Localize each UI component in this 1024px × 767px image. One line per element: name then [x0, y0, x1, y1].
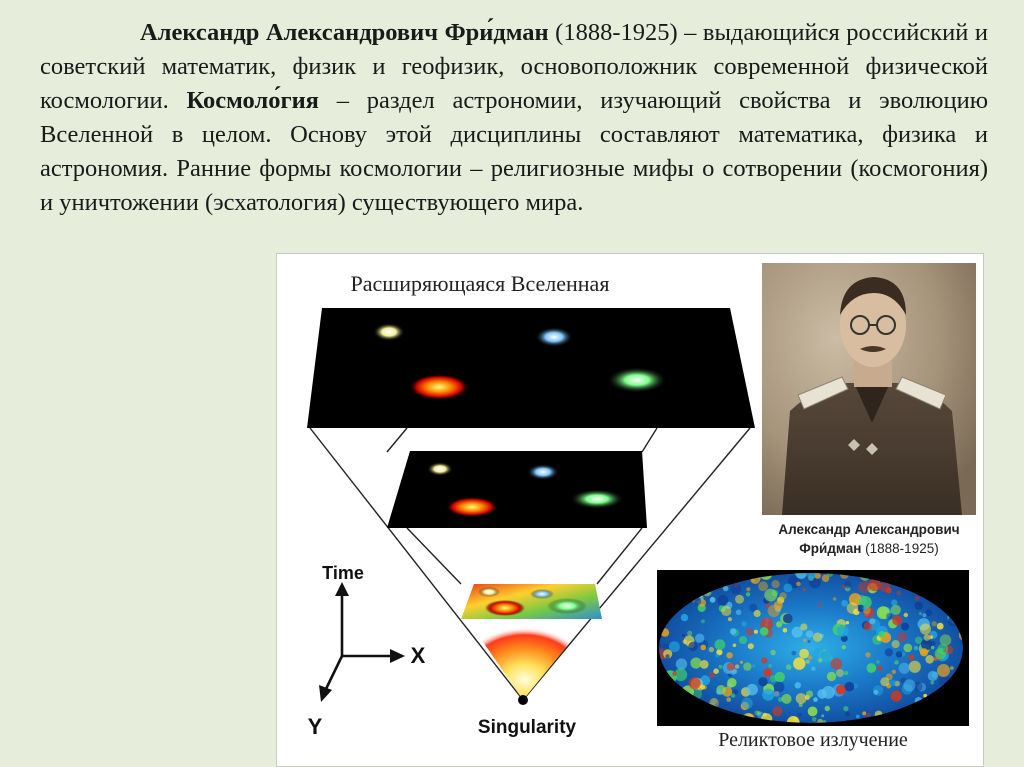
cmb-spot	[741, 698, 752, 709]
cmb-spot	[890, 680, 897, 687]
cmb-spot	[752, 664, 756, 668]
cmb-spot	[825, 706, 830, 711]
cmb-spot	[735, 595, 744, 604]
cmb-spot	[845, 712, 850, 717]
cmb-spot	[757, 711, 761, 715]
cmb-spot	[774, 601, 783, 610]
cmb-spot	[690, 658, 701, 669]
cmb-spot	[891, 599, 897, 605]
cmb-spot	[786, 664, 792, 670]
cmb-spot	[822, 574, 830, 582]
cmb-spot	[844, 671, 848, 675]
cmb-caption: Реликтовое излучение	[718, 729, 908, 751]
cmb-spot	[716, 689, 721, 694]
figure-panel	[276, 253, 984, 767]
cmb-spot	[950, 666, 954, 670]
axes-icon	[319, 582, 405, 702]
cmb-spot	[856, 715, 860, 719]
cmb-spot	[858, 581, 871, 594]
cmb-spot	[914, 646, 918, 650]
cmb-spot	[715, 639, 726, 650]
galaxy-icon	[527, 464, 559, 480]
cmb-spot	[894, 660, 898, 664]
cmb-spot	[672, 672, 677, 677]
cmb-spot	[770, 650, 776, 656]
portrait-caption-surname: Фри́дман	[799, 541, 862, 556]
big-bang-fireball	[472, 619, 577, 700]
cmb-spot	[754, 630, 758, 634]
cmb-spot	[928, 671, 938, 681]
cmb-spot	[713, 668, 719, 674]
cmb-spot	[818, 603, 822, 607]
cmb-spot	[873, 690, 878, 695]
cmb-spot	[761, 657, 767, 663]
cmb-spot	[779, 592, 786, 599]
cmb-spot	[931, 646, 935, 650]
cmb-spot	[836, 669, 844, 677]
cmb-spot	[718, 665, 722, 669]
cmb-spot	[783, 628, 788, 633]
cmb-spot	[710, 597, 716, 603]
cmb-spot	[800, 623, 807, 630]
cmb-spot	[721, 606, 731, 616]
cmb-spot	[701, 619, 705, 623]
cmb-spot	[773, 706, 783, 716]
cmb-spot	[803, 588, 806, 591]
cmb-spot	[841, 600, 848, 607]
cmb-spot	[932, 621, 937, 626]
cmb-spot	[866, 663, 876, 673]
cmb-spot	[740, 661, 743, 664]
cmb-spot	[806, 691, 813, 698]
cmb-spot	[845, 682, 855, 692]
cmb-spot	[831, 658, 843, 670]
cmb-spot	[687, 631, 692, 636]
cmb-spot	[726, 652, 732, 658]
cmb-spot	[763, 668, 772, 677]
cmb-spot	[796, 693, 807, 704]
cmb-spot	[665, 654, 669, 658]
cmb-spot	[709, 672, 715, 678]
diagram-title: Расширяющаяся Вселенная	[350, 271, 610, 296]
cmb-spot	[937, 623, 944, 630]
cmb-spot	[808, 640, 811, 643]
cmb-spot	[739, 636, 747, 644]
cmb-spot	[878, 631, 885, 638]
cmb-spot	[865, 652, 870, 657]
cmb-spot	[700, 645, 706, 651]
galaxy-icon	[446, 497, 498, 517]
axis-y-label: Y	[307, 714, 323, 739]
cmb-spot	[821, 714, 824, 717]
intro-paragraph	[40, 16, 988, 220]
cmb-spot	[783, 614, 793, 624]
cmb-spot	[919, 612, 922, 615]
cmb-spot	[813, 648, 824, 659]
cosmology-term: Космоло́гия	[186, 87, 319, 114]
cmb-spot	[808, 655, 812, 659]
cmb-spot	[837, 625, 849, 637]
portrait-caption-years: (1888-1925)	[865, 541, 939, 556]
cmb-spot	[920, 648, 928, 656]
cmb-spot	[931, 681, 935, 685]
cmb-spot	[770, 675, 777, 682]
cmb-spot	[783, 584, 792, 593]
cmb-map	[657, 570, 969, 726]
cmb-spot	[772, 580, 780, 588]
cmb-spot	[700, 685, 705, 690]
cmb-spot	[758, 677, 767, 686]
cmb-spot	[915, 602, 923, 610]
cmb-spot	[937, 664, 950, 677]
cmb-spot	[862, 606, 867, 611]
cmb-spot	[808, 707, 818, 717]
cmb-spot	[796, 582, 801, 587]
cmb-spot	[811, 667, 815, 671]
galaxy-icon	[607, 367, 667, 393]
cmb-spot	[688, 642, 698, 652]
cmb-spot	[799, 649, 809, 659]
cmb-spot	[825, 640, 830, 645]
cmb-spot	[901, 623, 909, 631]
cmb-spot	[806, 630, 814, 638]
galaxy-icon	[409, 374, 469, 400]
singularity-label: Singularity	[477, 717, 577, 738]
cmb-spot	[909, 661, 921, 673]
cmb-spot	[683, 639, 688, 644]
cmb-spot	[915, 596, 920, 601]
cmb-spot	[728, 617, 732, 621]
cmb-spot	[924, 634, 931, 641]
cmb-spot	[731, 693, 735, 697]
portrait-caption	[762, 520, 976, 558]
cmb-spot	[904, 683, 907, 686]
galaxy-icon	[427, 462, 453, 476]
cmb-spot	[727, 663, 735, 671]
cmb-spot	[731, 584, 742, 595]
cmb-spot	[754, 610, 761, 617]
cmb-spot	[813, 633, 822, 642]
cmb-spot	[733, 644, 737, 648]
cmb-spot	[774, 682, 785, 693]
cmb-spot	[746, 628, 754, 636]
cmb-spot	[847, 602, 859, 614]
galaxy-icon	[530, 589, 554, 599]
cmb-spot	[709, 647, 714, 652]
cmb-spot	[938, 644, 949, 655]
galaxy-icon	[570, 489, 624, 509]
cmb-spot	[776, 621, 782, 627]
cmb-spot	[827, 672, 836, 681]
cmb-spot	[886, 613, 892, 619]
cmb-spot	[718, 595, 729, 606]
cmb-spot	[798, 713, 802, 717]
cmb-spot	[741, 621, 746, 626]
cmb-spot	[791, 651, 796, 656]
galaxy-icon	[485, 600, 525, 616]
cmb-spot	[774, 691, 780, 697]
cmb-spot	[892, 640, 900, 648]
cmb-spot	[681, 614, 688, 621]
cmb-spot	[682, 634, 685, 637]
cmb-spot	[842, 645, 846, 649]
cosmology-definition: – раздел астрономии, изучающий свойства и эволюцию Вселенной в целом. Основу этой дисциплины составляют математика, физика и астрономия. Ранние формы космологии – религиозные мифы о сотворении (космогония) и уничтожении (эсхатология) существующего мира.	[40, 87, 988, 216]
cmb-spot	[903, 644, 912, 653]
cmb-spot	[899, 663, 910, 674]
cmb-spot	[735, 664, 739, 668]
cmb-spot	[897, 632, 907, 642]
cmb-spot	[896, 651, 902, 657]
cmb-spot	[782, 694, 792, 704]
cmb-spot	[758, 581, 768, 591]
axis-time-label: Time	[322, 563, 364, 583]
cmb-spot	[897, 591, 902, 596]
cmb-spot	[843, 706, 848, 711]
cmb-spot	[748, 643, 754, 649]
cmb-spot	[915, 637, 922, 644]
cmb-spot	[891, 605, 901, 615]
galaxy-icon	[535, 327, 573, 347]
cmb-spot	[846, 621, 849, 624]
cmb-spot	[904, 613, 908, 617]
cmb-spot	[676, 658, 687, 669]
cmb-spot	[812, 717, 817, 722]
cmb-spot	[764, 589, 777, 602]
cmb-spot	[876, 660, 880, 664]
scientist-name: Александр Александрович Фри́дман	[140, 19, 549, 46]
cmb-spot	[817, 689, 827, 699]
cmb-spot	[762, 689, 774, 701]
scientist-years: (1888-1925)	[555, 19, 678, 46]
cmb-spot	[866, 713, 871, 718]
galaxy-icon	[547, 598, 587, 614]
cmb-spot	[833, 597, 837, 601]
cmb-spot	[892, 670, 896, 674]
cmb-spot	[885, 648, 893, 656]
cmb-spot	[891, 691, 902, 702]
cmb-spot	[818, 658, 822, 662]
cmb-spot	[768, 664, 772, 668]
cmb-spot	[844, 581, 851, 588]
cmb-spot	[836, 685, 846, 695]
cmb-spot	[862, 711, 866, 715]
cmb-spot	[943, 649, 946, 652]
cmb-spot	[736, 610, 742, 616]
cmb-spot	[877, 666, 882, 671]
galaxy-icon	[373, 323, 405, 341]
cmb-spot	[689, 677, 701, 689]
cmb-spot	[726, 697, 731, 702]
cmb-spot	[727, 678, 736, 687]
portrait-photo	[762, 263, 976, 515]
cmb-spot	[880, 677, 889, 686]
cmb-spot	[892, 615, 902, 625]
cmb-spot	[869, 618, 875, 624]
cmb-spot	[925, 655, 934, 664]
cmb-spot	[715, 654, 719, 658]
cmb-spot	[803, 639, 806, 642]
cmb-spot	[806, 660, 810, 664]
cmb-spot	[793, 657, 805, 669]
cmb-spot	[730, 628, 737, 635]
axis-x-label: X	[410, 643, 426, 668]
universe-plane-large	[307, 308, 755, 428]
cmb-spot	[695, 634, 704, 643]
cmb-spot	[743, 662, 751, 670]
cmb-spot	[669, 641, 680, 652]
cmb-spot	[746, 587, 750, 591]
galaxy-icon	[478, 587, 500, 597]
cmb-spot	[908, 655, 914, 661]
universe-plane-medium	[387, 451, 647, 528]
cmb-spot	[813, 697, 818, 702]
cmb-spot	[920, 624, 931, 635]
singularity-point	[518, 695, 528, 705]
cmb-spot	[746, 592, 750, 596]
intro-text: – выдающийся российский и советский математик, физик и геофизик, основоположник современной физической космологии.	[40, 19, 989, 114]
cmb-spot	[746, 684, 758, 696]
portrait-caption-name: Александр Александрович	[778, 522, 960, 537]
cmb-spot	[922, 613, 926, 617]
cmb-spot	[795, 682, 801, 688]
cmb-spot	[760, 627, 769, 636]
